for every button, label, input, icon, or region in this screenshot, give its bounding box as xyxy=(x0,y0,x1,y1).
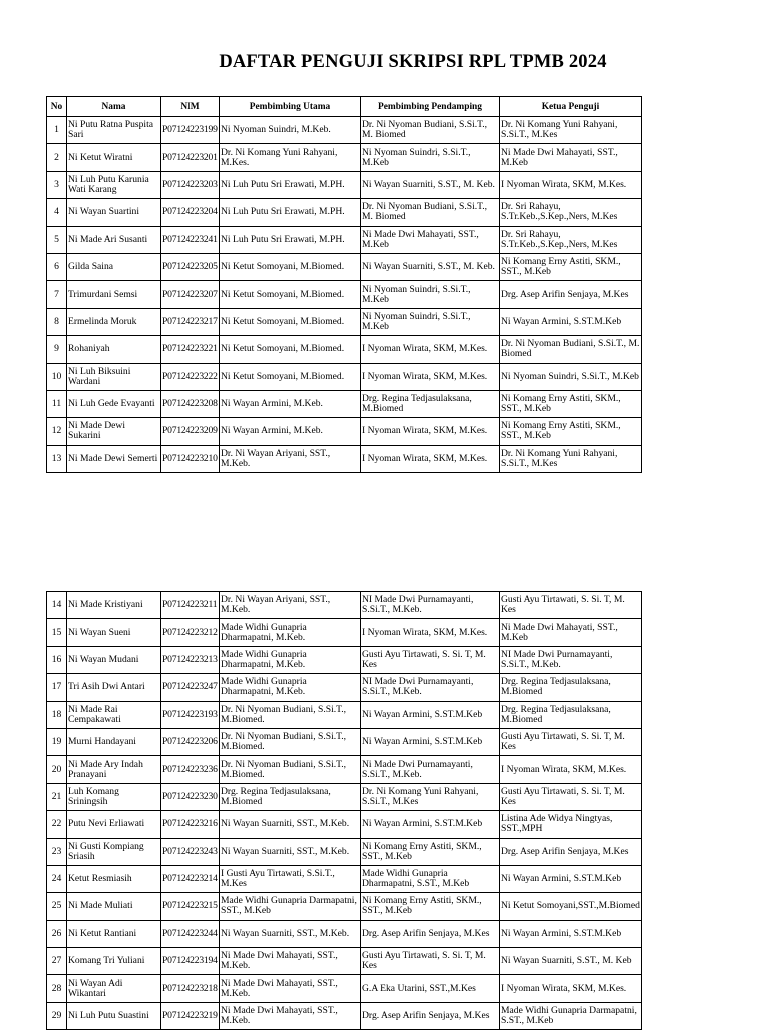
cell-no: 10 xyxy=(47,363,67,390)
cell-nama: Ni Made Kristiyani xyxy=(67,592,161,619)
cell-pembimbing-utama: I Gusti Ayu Tirtawati, S.Si.T., M.Kes xyxy=(220,865,361,892)
cell-ketua-penguji: Ni Komang Erny Astiti, SKM., SST., M.Keb xyxy=(500,390,642,417)
column-header-pembimbing-pendamping: Pembimbing Pendamping xyxy=(361,97,500,117)
cell-nim: P07124223193 xyxy=(161,701,220,728)
cell-no: 13 xyxy=(47,445,67,472)
cell-pembimbing-utama: Ni Luh Putu Sri Erawati, M.PH. xyxy=(220,199,361,226)
cell-pembimbing-pendamping: Made Widhi Gunapria Dharmapatni, S.ST., M.Keb xyxy=(361,865,500,892)
cell-pembimbing-utama: Drg. Regina Tedjasulaksana, M.Biomed xyxy=(220,783,361,810)
cell-nim: P07124223211 xyxy=(161,592,220,619)
cell-pembimbing-utama: Ni Ketut Somoyani, M.Biomed. xyxy=(220,308,361,335)
cell-pembimbing-pendamping: Ni Wayan Armini, S.ST.M.Keb xyxy=(361,811,500,838)
cell-nim: P07124223216 xyxy=(161,811,220,838)
cell-ketua-penguji: Ni Wayan Armini, S.ST.M.Keb xyxy=(500,865,642,892)
table-row xyxy=(47,728,642,755)
cell-ketua-penguji: Listina Ade Widya Ningtyas, SST.,MPH xyxy=(500,811,642,838)
cell-pembimbing-pendamping: Ni Made Dwi Purnamayanti, S.Si.T., M.Keb. xyxy=(361,756,500,783)
cell-nama: Ni Wayan Adi Wikantari xyxy=(67,975,161,1002)
cell-nama: Trimurdani Semsi xyxy=(67,281,161,308)
cell-ketua-penguji: Made Widhi Gunapria Darmapatni, S.ST., M.Keb xyxy=(500,1002,642,1029)
cell-ketua-penguji: Ni Nyoman Suindri, S.Si.T., M.Keb xyxy=(500,363,642,390)
cell-ketua-penguji: Dr. Sri Rahayu, S.Tr.Keb.,S.Kep.,Ners, M.Kes xyxy=(500,199,642,226)
cell-pembimbing-pendamping: Ni Made Dwi Mahayati, SST., M.Keb xyxy=(361,226,500,253)
cell-nama: Rohaniyah xyxy=(67,336,161,363)
cell-pembimbing-pendamping: Ni Wayan Suarniti, S.ST., M. Keb. xyxy=(361,171,500,198)
cell-nama: Ni Made Ari Susanti xyxy=(67,226,161,253)
cell-nim: P07124223209 xyxy=(161,418,220,445)
table-row xyxy=(47,646,642,673)
cell-ketua-penguji: Ni Made Dwi Mahayati, SST., M.Keb xyxy=(500,619,642,646)
cell-no: 26 xyxy=(47,920,67,947)
cell-nim: P07124223213 xyxy=(161,646,220,673)
examiner-table-page-2 xyxy=(46,591,642,1030)
cell-no: 2 xyxy=(47,144,67,171)
cell-pembimbing-pendamping: I Nyoman Wirata, SKM, M.Kes. xyxy=(361,418,500,445)
cell-ketua-penguji: I Nyoman Wirata, SKM, M.Kes. xyxy=(500,171,642,198)
cell-pembimbing-pendamping: Ni Wayan Armini, S.ST.M.Keb xyxy=(361,701,500,728)
cell-nama: Ni Made Dewi Semerti xyxy=(67,445,161,472)
table-row xyxy=(47,390,642,417)
cell-pembimbing-pendamping: I Nyoman Wirata, SKM, M.Kes. xyxy=(361,445,500,472)
table-body xyxy=(47,117,642,473)
cell-pembimbing-pendamping: Ni Wayan Suarniti, S.ST., M. Keb. xyxy=(361,253,500,280)
cell-nim: P07124223201 xyxy=(161,144,220,171)
cell-nim: P07124223203 xyxy=(161,171,220,198)
table-body xyxy=(47,592,642,1030)
cell-nim: P07124223217 xyxy=(161,308,220,335)
cell-nama: Ni Luh Putu Karunia Wati Karang xyxy=(67,171,161,198)
cell-pembimbing-utama: Ni Ketut Somoyani, M.Biomed. xyxy=(220,253,361,280)
cell-nama: Ni Luh Biksuini Wardani xyxy=(67,363,161,390)
cell-nim: P07124223230 xyxy=(161,783,220,810)
table-row xyxy=(47,418,642,445)
cell-ketua-penguji: Dr. Ni Komang Yuni Rahyani, S.Si.T., M.Kes xyxy=(500,445,642,472)
cell-pembimbing-utama: Made Widhi Gunapria Dharmapatni, M.Keb. xyxy=(220,619,361,646)
cell-pembimbing-utama: Ni Luh Putu Sri Erawati, M.PH. xyxy=(220,226,361,253)
cell-pembimbing-utama: Dr. Ni Nyoman Budiani, S.Si.T., M.Biomed. xyxy=(220,756,361,783)
table-row xyxy=(47,308,642,335)
cell-ketua-penguji: Ni Komang Erny Astiti, SKM., SST., M.Keb xyxy=(500,418,642,445)
cell-nama: Ni Ketut Rantiani xyxy=(67,920,161,947)
cell-nim: P07124223247 xyxy=(161,674,220,701)
cell-pembimbing-pendamping: I Nyoman Wirata, SKM, M.Kes. xyxy=(361,619,500,646)
cell-nama: Ni Luh Putu Suastini xyxy=(67,1002,161,1029)
cell-no: 27 xyxy=(47,948,67,975)
cell-no: 1 xyxy=(47,117,67,144)
cell-pembimbing-utama: Made Widhi Gunapria Dharmapatni, M.Keb. xyxy=(220,646,361,673)
cell-ketua-penguji: I Nyoman Wirata, SKM, M.Kes. xyxy=(500,756,642,783)
cell-nama: Komang Tri Yuliani xyxy=(67,948,161,975)
document-title: DAFTAR PENGUJI SKRIPSI RPL TPMB 2024 xyxy=(219,52,607,72)
cell-pembimbing-pendamping: Ni Wayan Armini, S.ST.M.Keb xyxy=(361,728,500,755)
cell-no: 14 xyxy=(47,592,67,619)
cell-nim: P07124223214 xyxy=(161,865,220,892)
cell-pembimbing-pendamping: Gusti Ayu Tirtawati, S. Si. T, M. Kes xyxy=(361,646,500,673)
cell-pembimbing-utama: Ni Made Dwi Mahayati, SST., M.Keb. xyxy=(220,948,361,975)
cell-nim: P07124223210 xyxy=(161,445,220,472)
cell-pembimbing-utama: Dr. Ni Komang Yuni Rahyani, M.Kes. xyxy=(220,144,361,171)
cell-nama: Ni Wayan Mudani xyxy=(67,646,161,673)
cell-pembimbing-pendamping: Ni Komang Erny Astiti, SKM., SST., M.Keb xyxy=(361,893,500,920)
cell-pembimbing-utama: Dr. Ni Wayan Ariyani, SST., M.Keb. xyxy=(220,445,361,472)
cell-ketua-penguji: Gusti Ayu Tirtawati, S. Si. T, M. Kes xyxy=(500,592,642,619)
cell-pembimbing-pendamping: Drg. Regina Tedjasulaksana, M.Biomed xyxy=(361,390,500,417)
cell-no: 9 xyxy=(47,336,67,363)
table-row xyxy=(47,865,642,892)
cell-ketua-penguji: Dr. Ni Komang Yuni Rahyani, S.Si.T., M.Kes xyxy=(500,117,642,144)
table-row xyxy=(47,838,642,865)
cell-nama: Tri Asih Dwi Antari xyxy=(67,674,161,701)
column-header-no: No xyxy=(47,97,67,117)
cell-ketua-penguji: I Nyoman Wirata, SKM, M.Kes. xyxy=(500,975,642,1002)
cell-ketua-penguji: Gusti Ayu Tirtawati, S. Si. T, M. Kes xyxy=(500,728,642,755)
cell-pembimbing-pendamping: NI Made Dwi Purnamayanti, S.Si.T., M.Keb. xyxy=(361,674,500,701)
cell-no: 12 xyxy=(47,418,67,445)
table-row xyxy=(47,171,642,198)
cell-pembimbing-utama: Dr. Ni Nyoman Budiani, S.Si.T., M.Biomed. xyxy=(220,701,361,728)
cell-ketua-penguji: Ni Wayan Suarniti, S.ST., M. Keb xyxy=(500,948,642,975)
cell-nim: P07124223205 xyxy=(161,253,220,280)
table-row xyxy=(47,811,642,838)
cell-no: 8 xyxy=(47,308,67,335)
cell-no: 21 xyxy=(47,783,67,810)
cell-no: 6 xyxy=(47,253,67,280)
cell-nim: P07124223244 xyxy=(161,920,220,947)
cell-nama: Ni Wayan Suartini xyxy=(67,199,161,226)
cell-nim: P07124223206 xyxy=(161,728,220,755)
table-row xyxy=(47,701,642,728)
cell-pembimbing-pendamping: I Nyoman Wirata, SKM, M.Kes. xyxy=(361,336,500,363)
cell-nim: P07124223222 xyxy=(161,363,220,390)
table-row xyxy=(47,336,642,363)
cell-ketua-penguji: Drg. Asep Arifin Senjaya, M.Kes xyxy=(500,838,642,865)
table-row xyxy=(47,893,642,920)
cell-nama: Luh Komang Sriningsih xyxy=(67,783,161,810)
table-header-row xyxy=(47,97,642,117)
cell-nama: Putu Nevi Erliawati xyxy=(67,811,161,838)
cell-nim: P07124223221 xyxy=(161,336,220,363)
table-row xyxy=(47,783,642,810)
table-row xyxy=(47,363,642,390)
cell-no: 19 xyxy=(47,728,67,755)
cell-pembimbing-utama: Ni Ketut Somoyani, M.Biomed. xyxy=(220,336,361,363)
cell-ketua-penguji: Drg. Regina Tedjasulaksana, M.Biomed xyxy=(500,701,642,728)
cell-pembimbing-pendamping: NI Made Dwi Purnamayanti, S.Si.T., M.Keb. xyxy=(361,592,500,619)
column-header-nama: Nama xyxy=(67,97,161,117)
cell-nim: P07124223208 xyxy=(161,390,220,417)
cell-pembimbing-utama: Ni Ketut Somoyani, M.Biomed. xyxy=(220,363,361,390)
cell-pembimbing-pendamping: Dr. Ni Nyoman Budiani, S.Si.T., M. Biomed xyxy=(361,117,500,144)
cell-ketua-penguji: Ni Ketut Somoyani,SST.,M.Biomed xyxy=(500,893,642,920)
table-row xyxy=(47,1002,642,1029)
cell-pembimbing-utama: Ni Ketut Somoyani, M.Biomed. xyxy=(220,281,361,308)
cell-no: 7 xyxy=(47,281,67,308)
cell-pembimbing-utama: Dr. Ni Nyoman Budiani, S.Si.T., M.Biomed. xyxy=(220,728,361,755)
cell-nim: P07124223194 xyxy=(161,948,220,975)
cell-ketua-penguji: Dr. Sri Rahayu, S.Tr.Keb.,S.Kep.,Ners, M.Kes xyxy=(500,226,642,253)
cell-pembimbing-utama: Ni Wayan Suarniti, SST., M.Keb. xyxy=(220,920,361,947)
cell-no: 28 xyxy=(47,975,67,1002)
cell-pembimbing-pendamping: Ni Nyoman Suindri, S.Si.T., M.Keb xyxy=(361,308,500,335)
cell-no: 20 xyxy=(47,756,67,783)
cell-pembimbing-utama: Ni Wayan Armini, M.Keb. xyxy=(220,418,361,445)
cell-ketua-penguji: Drg. Asep Arifin Senjaya, M.Kes xyxy=(500,281,642,308)
cell-pembimbing-utama: Ni Luh Putu Sri Erawati, M.PH. xyxy=(220,171,361,198)
cell-nama: Murni Handayani xyxy=(67,728,161,755)
cell-nim: P07124223207 xyxy=(161,281,220,308)
table-row xyxy=(47,619,642,646)
cell-ketua-penguji: Ni Wayan Armini, S.ST.M.Keb xyxy=(500,920,642,947)
cell-nim: P07124223243 xyxy=(161,838,220,865)
cell-pembimbing-pendamping: Drg. Asep Arifin Senjaya, M.Kes xyxy=(361,1002,500,1029)
cell-pembimbing-pendamping: I Nyoman Wirata, SKM, M.Kes. xyxy=(361,363,500,390)
column-header-nim: NIM xyxy=(161,97,220,117)
cell-nim: P07124223215 xyxy=(161,893,220,920)
column-header-ketua-penguji: Ketua Penguji xyxy=(500,97,642,117)
cell-nama: Ni Ketut Wiratni xyxy=(67,144,161,171)
table-row xyxy=(47,756,642,783)
cell-no: 29 xyxy=(47,1002,67,1029)
cell-no: 18 xyxy=(47,701,67,728)
cell-no: 24 xyxy=(47,865,67,892)
table-row xyxy=(47,144,642,171)
table-row xyxy=(47,226,642,253)
cell-ketua-penguji: Ni Made Dwi Mahayati, SST., M.Keb xyxy=(500,144,642,171)
table-row xyxy=(47,975,642,1002)
cell-nim: P07124223219 xyxy=(161,1002,220,1029)
cell-nama: Ni Made Ary Indah Pranayani xyxy=(67,756,161,783)
cell-pembimbing-pendamping: G.A Eka Utarini, SST.,M.Kes xyxy=(361,975,500,1002)
cell-ketua-penguji: Drg. Regina Tedjasulaksana, M.Biomed xyxy=(500,674,642,701)
cell-pembimbing-utama: Ni Wayan Suarniti, SST., M.Keb. xyxy=(220,838,361,865)
cell-nama: Ni Luh Gede Evayanti xyxy=(67,390,161,417)
cell-nim: P07124223236 xyxy=(161,756,220,783)
cell-pembimbing-utama: Dr. Ni Wayan Ariyani, SST., M.Keb. xyxy=(220,592,361,619)
examiner-table-page-1 xyxy=(46,96,642,473)
cell-nim: P07124223204 xyxy=(161,199,220,226)
cell-nama: Ni Wayan Sueni xyxy=(67,619,161,646)
cell-nim: P07124223218 xyxy=(161,975,220,1002)
cell-no: 17 xyxy=(47,674,67,701)
cell-nim: P07124223212 xyxy=(161,619,220,646)
cell-no: 23 xyxy=(47,838,67,865)
cell-nama: Ni Putu Ratna Puspita Sari xyxy=(67,117,161,144)
cell-nama: Ni Made Muliati xyxy=(67,893,161,920)
table-row xyxy=(47,281,642,308)
cell-nim: P07124223199 xyxy=(161,117,220,144)
cell-pembimbing-pendamping: Dr. Ni Nyoman Budiani, S.Si.T., M. Biomed xyxy=(361,199,500,226)
cell-pembimbing-pendamping: Dr. Ni Komang Yuni Rahyani, S.Si.T., M.Kes xyxy=(361,783,500,810)
cell-pembimbing-utama: Ni Made Dwi Mahayati, SST., M.Keb. xyxy=(220,975,361,1002)
cell-pembimbing-utama: Made Widhi Gunapria Dharmapatni, M.Keb. xyxy=(220,674,361,701)
cell-ketua-penguji: Gusti Ayu Tirtawati, S. Si. T, M. Kes xyxy=(500,783,642,810)
cell-no: 25 xyxy=(47,893,67,920)
cell-nim: P07124223241 xyxy=(161,226,220,253)
cell-pembimbing-utama: Ni Nyoman Suindri, M.Keb. xyxy=(220,117,361,144)
table-row xyxy=(47,674,642,701)
cell-ketua-penguji: Dr. Ni Nyoman Budiani, S.Si.T., M. Biomed xyxy=(500,336,642,363)
cell-pembimbing-pendamping: Ni Nyoman Suindri, S.Si.T., M.Keb xyxy=(361,281,500,308)
cell-pembimbing-pendamping: Ni Komang Erny Astiti, SKM., SST., M.Keb xyxy=(361,838,500,865)
cell-no: 15 xyxy=(47,619,67,646)
table-row xyxy=(47,253,642,280)
cell-pembimbing-utama: Ni Wayan Armini, M.Keb. xyxy=(220,390,361,417)
cell-ketua-penguji: NI Made Dwi Purnamayanti, S.Si.T., M.Keb. xyxy=(500,646,642,673)
cell-nama: Ni Made Dewi Sukarini xyxy=(67,418,161,445)
cell-nama: Ermelinda Moruk xyxy=(67,308,161,335)
cell-pembimbing-utama: Made Widhi Gunapria Darmapatni, SST., M.Keb xyxy=(220,893,361,920)
cell-pembimbing-pendamping: Gusti Ayu Tirtawati, S. Si. T, M. Kes xyxy=(361,948,500,975)
table-row xyxy=(47,445,642,472)
table-row xyxy=(47,117,642,144)
table-row xyxy=(47,920,642,947)
cell-nama: Ni Made Rai Cempakawati xyxy=(67,701,161,728)
table-row xyxy=(47,592,642,619)
cell-ketua-penguji: Ni Komang Erny Astiti, SKM., SST., M.Keb xyxy=(500,253,642,280)
cell-ketua-penguji: Ni Wayan Armini, S.ST.M.Keb xyxy=(500,308,642,335)
cell-nama: Ketut Resmiasih xyxy=(67,865,161,892)
cell-no: 22 xyxy=(47,811,67,838)
cell-no: 16 xyxy=(47,646,67,673)
cell-pembimbing-utama: Ni Made Dwi Mahayati, SST., M.Keb. xyxy=(220,1002,361,1029)
cell-pembimbing-pendamping: Drg. Asep Arifin Senjaya, M.Kes xyxy=(361,920,500,947)
cell-pembimbing-utama: Ni Wayan Suarniti, SST., M.Keb. xyxy=(220,811,361,838)
table-row xyxy=(47,948,642,975)
table-row xyxy=(47,199,642,226)
cell-no: 11 xyxy=(47,390,67,417)
cell-no: 5 xyxy=(47,226,67,253)
cell-nama: Gilda Saina xyxy=(67,253,161,280)
cell-no: 4 xyxy=(47,199,67,226)
cell-nama: Ni Gusti Kompiang Sriasih xyxy=(67,838,161,865)
cell-no: 3 xyxy=(47,171,67,198)
cell-pembimbing-pendamping: Ni Nyoman Suindri, S.Si.T., M.Keb xyxy=(361,144,500,171)
column-header-pembimbing-utama: Pembimbing Utama xyxy=(220,97,361,117)
